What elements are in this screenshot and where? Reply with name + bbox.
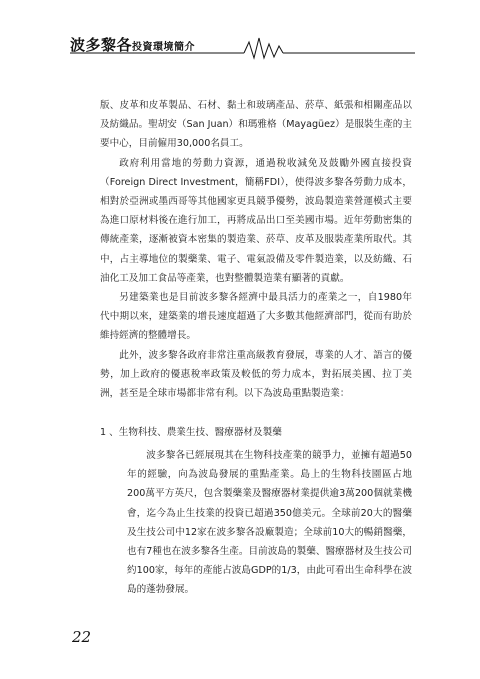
body-text bbox=[100, 96, 412, 403]
list-item-heading: 1 、生物科技、農業生技、醫療器材及製藥 bbox=[100, 427, 282, 438]
paragraph: 另建築業也是目前波多黎各經濟中最具活力的產業之一，自1980年代中期以來，建築業的增長速度超過了大多數其他經濟部門，從而有助於維持經濟的整體增長。 bbox=[100, 292, 412, 342]
list-item-text bbox=[127, 446, 412, 600]
header-title bbox=[70, 34, 195, 55]
paragraph: 波多黎各已經展現其在生物科技產業的競爭力，並擁有超過50年的經驗，向為波島發展的重點產業。島上的生物科技園區占地200萬平方英尺，包含製藥業及醫療器材業提供逾3萬200個就業機會，迄今為止生技業的投資已超過350億美元。全球前20大的醫藥及生技公司中12家在波多黎各設廠製造；全球前10大的暢銷醫藥，也有7種也在波多黎各生產。目前波島的製藥、醫療器材及生技公司約100家，每年的產能占波島GDP的1/3，由此可看出生命科學在波島的蓬勃發展。 bbox=[127, 450, 412, 596]
page-number: 22 bbox=[72, 628, 92, 646]
header-title-sub: 投資環境簡介 bbox=[132, 42, 196, 53]
paragraph: 版、皮革和皮革製品、石材、黏土和玻璃產品、菸草、紙張和相關產品以及紡織品。聖胡安（San Juan）和瑪雅格（Mayagüez）是服裝生產的主要中心，目前僱用30,000名員工。 bbox=[100, 100, 412, 150]
page-header bbox=[70, 28, 415, 62]
paragraph: 此外，波多黎各政府非常注重高級教育發展，專業的人才、語言的優勢，加上政府的優惠稅率政策及較低的勞力成本，對拓展美國、拉丁美洲，甚至是全球市場都非常有利。以下為波島重點製造業： bbox=[100, 349, 412, 400]
paragraph: 政府利用當地的勞動力資源，通過稅收減免及鼓勵外國直接投資（Foreign Direct Investment，簡稱FDI），使得波多黎各勞動力成本，相對於亞洲或墨西哥等其他國家更具競爭優勢，波島製造業營運模式主要為進口原材料後在進行加工，再將成品出口至美國市場。近年勞動密集的傳統產業，逐漸被資本密集的製造業、菸草、皮革及服裝產業所取代。其中，占主導地位的製藥業、電子、電氣設備及零件製造業，以及紡織、石油化工及加工食品等產業，也對整體製造業有顯著的貢獻。 bbox=[100, 157, 412, 284]
header-title-main: 波多黎各 bbox=[70, 36, 133, 54]
